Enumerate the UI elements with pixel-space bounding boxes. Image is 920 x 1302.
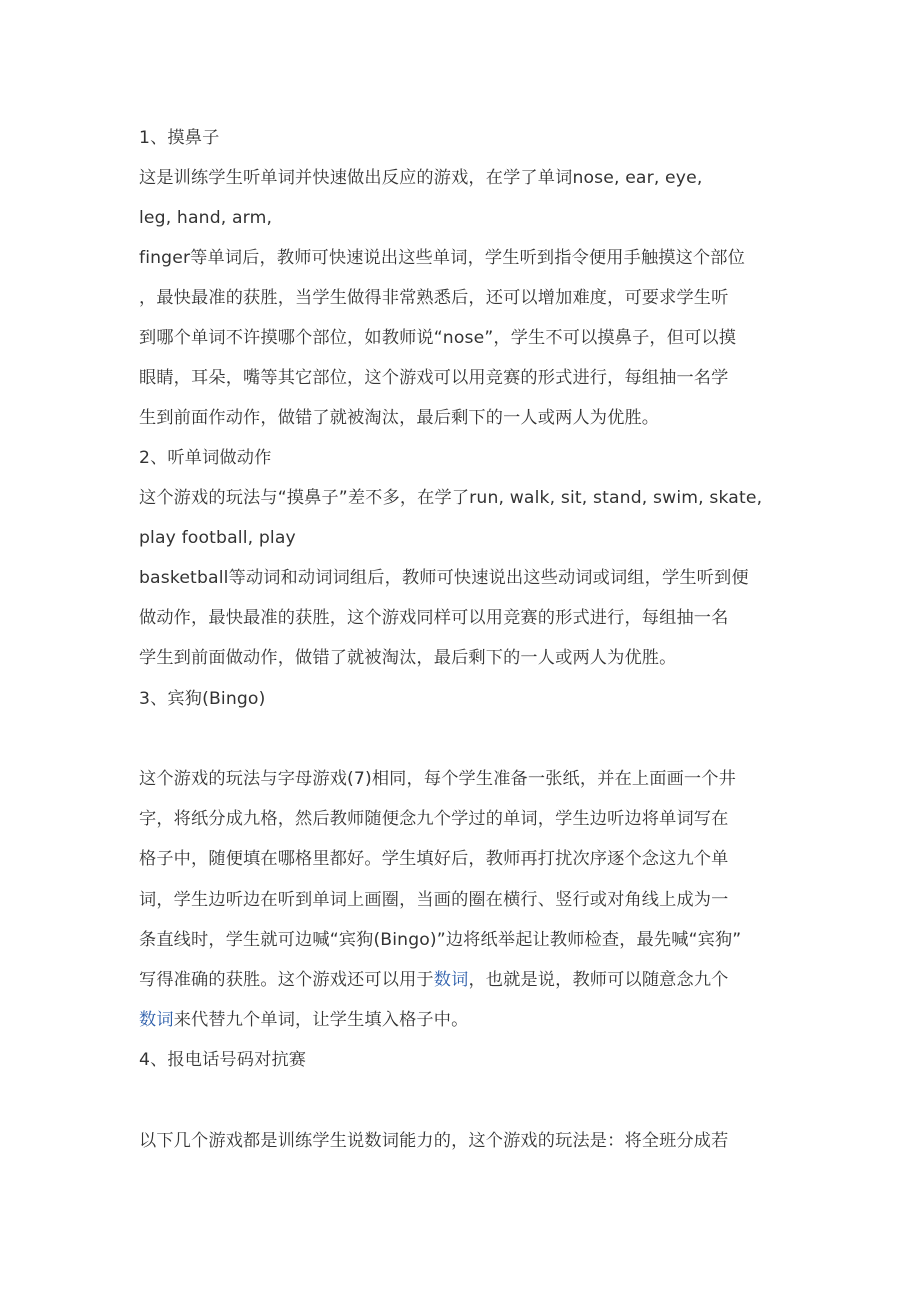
paragraph-line-with-link [139, 1006, 468, 1034]
paragraph-line: basketball等动词和动词词组后，教师可快速说出这些动词或词组，学生听到便 [139, 568, 749, 588]
paragraph-line: play football, play [139, 528, 296, 548]
paragraph-line: 学生到前面做动作，做错了就被淘汰，最后剩下的一人或两人为优胜。 [139, 648, 677, 668]
paragraph-line: 眼睛，耳朵，嘴等其它部位，这个游戏可以用竞赛的形式进行，每组抽一名学 [139, 368, 729, 388]
paragraph-line: ，最快最准的获胜，当学生做得非常熟悉后，还可以增加难度，可要求学生听 [139, 288, 729, 308]
paragraph-line: finger等单词后，教师可快速说出这些单词，学生听到指令便用手触摸这个部位 [139, 248, 745, 268]
paragraph-line: 这个游戏的玩法与“摸鼻子”差不多，在学了run, walk, sit, stand, swim, skate, [139, 488, 763, 508]
shuci-link[interactable]: 数词 [433, 970, 469, 990]
section-1-heading: 1、摸鼻子 [139, 128, 220, 148]
paragraph-line: 条直线时，学生就可边喊“宾狗(Bingo)”边将纸举起让教师检查，最先喊“宾狗” [139, 930, 742, 950]
paragraph-line: 生到前面作动作，做错了就被淘汰，最后剩下的一人或两人为优胜。 [139, 408, 660, 428]
paragraph-line: 格子中，随便填在哪格里都好。学生填好后，教师再打扰次序逐个念这九个单 [139, 849, 729, 869]
paragraph-line: 这个游戏的玩法与字母游戏(7)相同，每个学生准备一张纸，并在上面画一个井 [139, 769, 736, 789]
paragraph-line: 这是训练学生听单词并快速做出反应的游戏，在学了单词nose, ear, eye, [139, 168, 703, 188]
paragraph-line: 词，学生边听边在听到单词上画圈，当画的圈在横行、竖行或对角线上成为一 [139, 890, 729, 910]
paragraph-line: 以下几个游戏都是训练学生说数词能力的，这个游戏的玩法是：将全班分成若 [139, 1131, 729, 1151]
paragraph-line-with-link [139, 966, 729, 994]
shuci-link[interactable]: 数词 [139, 1010, 174, 1030]
section-3-heading: 3、宾狗(Bingo) [139, 689, 266, 709]
section-4-heading: 4、报电话号码对抗赛 [139, 1050, 307, 1070]
line-text: 写得准确的获胜。这个游戏还可以用于 [139, 970, 434, 990]
section-2-heading: 2、听单词做动作 [139, 448, 272, 468]
paragraph-line: 到哪个单词不许摸哪个部位，如教师说“nose”，学生不可以摸鼻子，但可以摸 [139, 328, 737, 348]
paragraph-line: 字，将纸分成九格，然后教师随便念九个学过的单词，学生边听边将单词写在 [139, 809, 729, 829]
paragraph-line: 做动作，最快最准的获胜，这个游戏同样可以用竞赛的形式进行，每组抽一名 [139, 608, 729, 628]
line-text: 来代替九个单词，让学生填入格子中。 [173, 1010, 469, 1030]
paragraph-line: leg, hand, arm, [139, 208, 273, 228]
line-text: ，也就是说，教师可以随意念九个 [468, 970, 729, 990]
